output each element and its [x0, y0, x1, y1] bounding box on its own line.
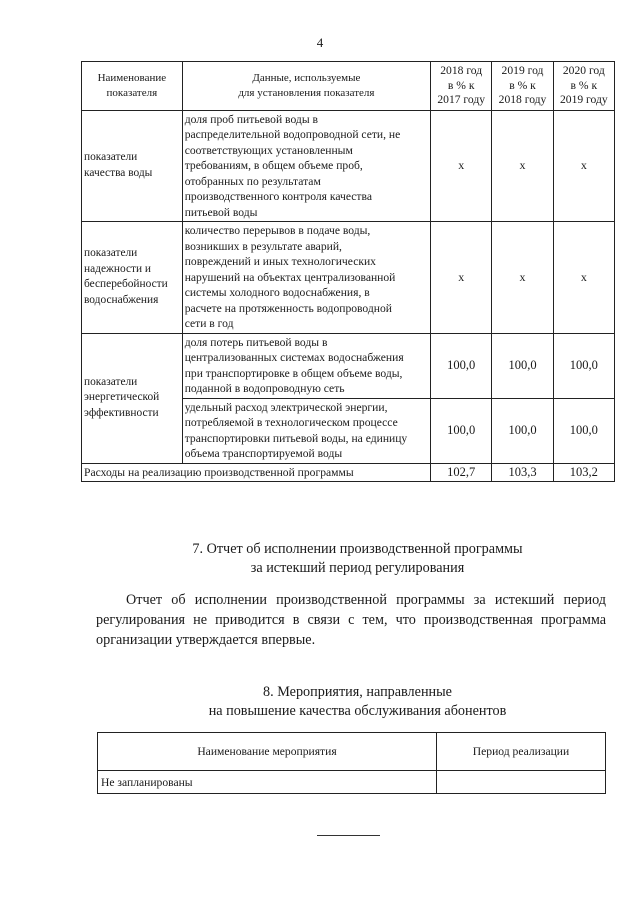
table-row	[82, 110, 615, 222]
end-divider	[317, 835, 380, 836]
page-number: 4	[316, 35, 324, 50]
cell-2018: х	[431, 222, 492, 334]
cell-2018: 100,0	[431, 398, 492, 463]
cell-2018: 100,0	[431, 333, 492, 398]
cell-2019: 100,0	[492, 333, 553, 398]
cell-2020: 100,0	[553, 333, 614, 398]
header-name: Наименование показателя	[82, 62, 183, 111]
header-data: Данные, используемые для установления показателя	[182, 62, 430, 111]
cell-2018: х	[431, 110, 492, 222]
section-8-heading: 8. Мероприятия, направленные на повышение качества обслуживания абонентов	[208, 684, 507, 719]
table-row	[98, 771, 606, 794]
cell-2019: х	[492, 222, 553, 334]
total-2020: 103,2	[553, 463, 614, 482]
total-2019: 103,3	[492, 463, 553, 482]
row-name: показатели энергетической эффективности	[82, 333, 183, 463]
header-2020: 2020 год в % к 2019 году	[553, 62, 614, 111]
total-label: Расходы на реализацию производственной программы	[82, 463, 431, 482]
row-name: показатели надежности и бесперебойности водоснабжения	[82, 222, 183, 334]
header-event-name: Наименование мероприятия	[98, 733, 437, 771]
header-2018: 2018 год в % к 2017 году	[431, 62, 492, 111]
event-period	[437, 771, 606, 794]
events-table	[97, 732, 606, 794]
row-data: доля потерь питьевой воды в централизованных системах водоснабжения при транспортировке в общем объеме воды, поданной в водопроводную сеть	[182, 333, 430, 398]
table-row	[82, 333, 615, 398]
cell-2019: 100,0	[492, 398, 553, 463]
indicators-table	[81, 61, 615, 482]
header-period: Период реализации	[437, 733, 606, 771]
table-header-row	[82, 62, 615, 111]
cell-2019: х	[492, 110, 553, 222]
total-2018: 102,7	[431, 463, 492, 482]
cell-2020: 100,0	[553, 398, 614, 463]
row-data: удельный расход электрической энергии, потребляемой в технологическом процессе транспортировки питьевой воды, на единицу объема транспортируемой воды	[182, 398, 430, 463]
row-name: показатели качества воды	[82, 110, 183, 222]
table-header-row	[98, 733, 606, 771]
table-row	[82, 222, 615, 334]
row-data: количество перерывов в подаче воды, возникших в результате аварий, повреждений и иных технологических нарушений на объектах централизованной системы холодного водоснабжения, в расчете на протяженность водопроводной сети в год	[182, 222, 430, 334]
cell-2020: х	[553, 222, 614, 334]
event-name: Не запланированы	[98, 771, 437, 794]
table-total-row	[82, 463, 615, 482]
row-data: доля проб питьевой воды в распределительной водопроводной сети, не соответствующих установленным требованиям, в общем объеме проб, отобранных по результатам производственного контроля качества питьевой воды	[182, 110, 430, 222]
section-7-heading: 7. Отчет об исполнении производственной программы за истекший период регулирования	[192, 541, 523, 576]
section-7-text: Отчет об исполнении производственной программы за истекший период регулирования не приводится в связи с тем, что производственная программа организации утверждается впервые.	[96, 592, 606, 648]
cell-2020: х	[553, 110, 614, 222]
header-2019: 2019 год в % к 2018 году	[492, 62, 553, 111]
